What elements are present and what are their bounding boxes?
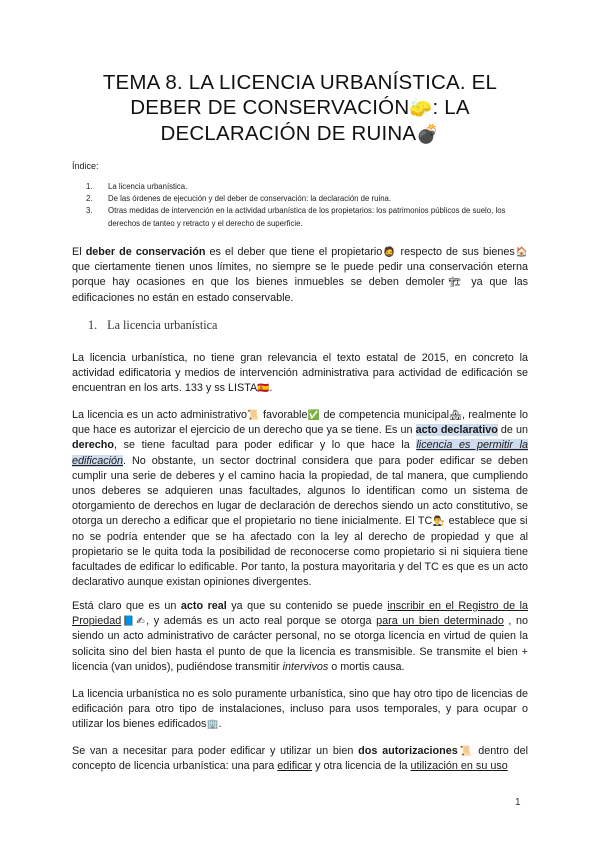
- check-emoji-icon: ✅: [307, 410, 321, 421]
- index-item-number: 3.: [86, 206, 93, 216]
- text-run: El: [72, 246, 86, 258]
- underlined-phrase: edificar: [277, 760, 313, 773]
- text-run: que ciertamente tienen unos límites, no siempre se le puede pedir una conservación eterna porque hay ocasiones en que los bienes inmuebles se deben demoler: [72, 261, 528, 289]
- index-item-number: 2.: [86, 194, 93, 204]
- highlighted-phrase: licencia es permitir la edificación: [72, 439, 528, 467]
- owner-emoji-icon: 🧔: [382, 247, 397, 258]
- bold-term: derecho: [72, 439, 115, 452]
- title-line-2-tail: : LA: [432, 96, 470, 119]
- judge-emoji-icon: 👨‍⚖: [432, 516, 446, 528]
- text-run: de un: [497, 424, 528, 437]
- text-run: de competencia municipal: [320, 409, 449, 421]
- text-run: Se van a necesitar para poder edificar y utilizar un bien: [72, 745, 359, 757]
- text-run: establece que si no se podría entender que se ha afectado con la ley al derecho de propiedad y que al propietario se le quita toda la posibilidad de reconocerse como propietario si ni siquiera tiene facultades de edificar lo edificable. Por tanto, la postura mayoritaria y del TC es que es un acto declarativo aunque existan opiniones divergentes.: [72, 515, 528, 589]
- text-run: y otra licencia de la: [312, 760, 411, 773]
- text-run: ya que su contenido se puede: [226, 600, 388, 612]
- underlined-phrase: para un bien determinado: [376, 615, 504, 628]
- bold-term: dos autorizaciones: [358, 745, 458, 757]
- index-label: Índice:: [72, 161, 99, 171]
- scroll-emoji-icon: 📜: [457, 746, 474, 757]
- title-line-2: [60, 95, 540, 121]
- text-run: .: [269, 382, 273, 395]
- text-run: favorable: [259, 409, 308, 421]
- construction-emoji-icon: 🏗: [444, 277, 465, 289]
- highlighted-term: acto declarativo: [415, 424, 498, 437]
- bomb-emoji-icon: 💣: [416, 124, 440, 145]
- house-emoji-icon: 🏠: [514, 247, 528, 258]
- text-run: , se tiene facultad para poder edificar y lo que hace la: [114, 439, 417, 452]
- index-item: [86, 193, 526, 205]
- text-run: , no siendo un acto administrativo de carácter personal, no se otorga licencia en virtud de quien la solicita sino del bien hasta el punto de que la licencia es transmisible. Se transmite el bien + licencia (van unidos), pudiéndose transmitir: [72, 615, 528, 673]
- sponge-emoji-icon: 🧽: [409, 98, 433, 119]
- spain-flag-icon: 🇪🇸: [257, 383, 270, 395]
- text-run: , y además es un acto real porque se otorga: [146, 615, 377, 628]
- text-run: respecto de sus bienes: [396, 246, 515, 258]
- text-run: La licencia es un acto administrativo: [72, 409, 247, 421]
- paragraph-dos-autorizaciones: [72, 744, 528, 774]
- text-run: Está claro que es un: [72, 600, 181, 612]
- text-run: , realmente lo que hace es autorizar el ejercicio de un derecho que ya se tiene. Es un: [72, 409, 528, 437]
- section-number: 1.: [88, 318, 98, 332]
- underlined-phrase: inscribir en el Registro de la Propiedad: [72, 600, 528, 628]
- bold-term: acto real: [180, 600, 227, 612]
- index-item-number: 1.: [86, 182, 93, 191]
- paragraph-acto-real: [72, 599, 528, 675]
- italic-term: intervivos: [282, 660, 329, 673]
- title-line-3: [60, 121, 540, 147]
- index-item: [86, 181, 526, 193]
- text-run: La licencia urbanística, no tiene gran relevancia el texto estatal de 2015, en concreto la actividad edificatoria y medios de intervención administrativa para actividad de edificación se encuentran en los arts. 133 y ss LISTA: [72, 352, 528, 395]
- paragraph-acto-administrativo: [72, 408, 528, 590]
- paragraph-otras-licencias: [72, 687, 528, 733]
- title-line-3-text: DECLARACIÓN DE RUINA: [160, 122, 417, 145]
- text-run: ya que las edificaciones no están en estado conservable.: [72, 276, 529, 304]
- text-run: . No obstante, un sector doctrinal considera que para poder edificar se deben cumplir una serie de deberes y el camino hacia la propiedad, de tal manera, que cumpliendo unos deberes se adquieren unas facultades, algunos lo identifican como un sistema de otorgamiento de derechos en lugar de declaración de derechos siendo un acto constitutivo, se otorga un derecho a edificar que el propietario no tiene inicialmente. El TC: [72, 454, 528, 528]
- text-run: dentro del concepto de licencia urbanística: una para: [72, 745, 529, 773]
- section-title: La licencia urbanística: [107, 318, 218, 332]
- text-run: o mortis causa.: [328, 660, 405, 673]
- index-item: [86, 205, 526, 229]
- title-line-1: TEMA 8. LA LICENCIA URBANÍSTICA. EL: [102, 71, 498, 94]
- text-run: es el deber que tiene el propietario: [205, 246, 383, 258]
- text-run: .: [218, 718, 222, 731]
- index-item-text: La licencia urbanística.: [108, 182, 188, 191]
- paragraph-licencia-intro: [72, 351, 528, 397]
- index-list: [86, 181, 526, 230]
- index-item-text: Otras medidas de intervención en la actividad urbanística de los propietarios: los patrimonios públicos de suelo, los derechos de tanteo y retracto y el derecho de superficie.: [108, 206, 506, 228]
- document-title: [60, 70, 540, 147]
- bold-term: deber de conservación: [85, 246, 206, 258]
- section-heading: [88, 318, 217, 333]
- text-run: La licencia urbanística no es solo puramente urbanística, sino que hay otro tipo de licencias de edificación para otro tipo de instalaciones, incluso para usos temporales, y para ocupar o utilizar los bienes edificados: [72, 688, 528, 731]
- index-item-text: De las órdenes de ejecución y del deber de conservación: la declaración de ruina.: [108, 194, 392, 204]
- building-emoji-icon: 🏢: [206, 719, 219, 731]
- houses-emoji-icon: 🏘: [448, 410, 462, 421]
- scroll-emoji-icon: 📜: [247, 410, 260, 421]
- book-writing-emoji-icon: 📘✍: [121, 616, 147, 628]
- title-line-2-text: DEBER DE CONSERVACIÓN: [130, 96, 410, 119]
- paragraph-deber-conservacion: [72, 245, 528, 306]
- page-number: 1: [515, 797, 521, 808]
- underlined-phrase: utilización en su uso: [410, 760, 508, 773]
